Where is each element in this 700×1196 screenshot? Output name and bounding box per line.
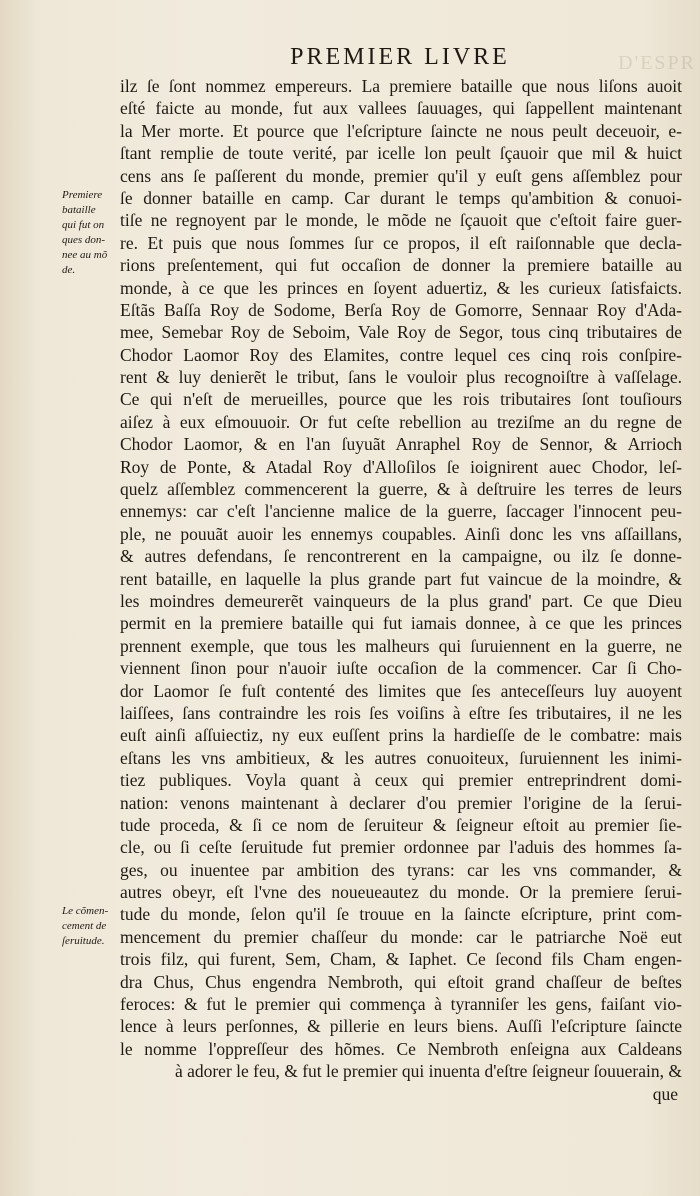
text-line: la Mer morte. Et pource que l'eſcripture ſaincte ne nous peult deceuoir, e- [120,120,682,141]
catchword: que [652,1084,678,1104]
text-line: Ce qui n'eſt de merueilles, pource que les rois tributaires ſont touſiours [120,389,682,410]
text-line: dor Laomor ſe fuſt contenté des limites que ſes anteceſſeurs luy auoyent [120,680,682,701]
text-line: tude du monde, ſelon qu'il ſe trouue en la ſaincte eſcripture, print com- [120,904,682,925]
text-line: mencement du premier chaſſeur du monde: car le patriarche Noë eut [120,926,682,947]
margin-note-line: Le cõmen- [62,905,109,917]
text-line: trois filz, qui furent, Sem, Cham, & Iaphet. Ce ſecond fils Cham engen- [120,949,682,970]
text-line: Eſtãs Baſſa Roy de Sodome, Berſa Roy de Gomorre, Sennaar Roy d'Ada- [120,299,682,320]
text-line: à adorer le feu, & fut le premier qui inuenta d'eſtre ſeigneur ſouuerain, & [174,1061,682,1082]
text-line: Chodor Laomor Roy des Elamites, contre lequel ces cinq rois conſpire- [120,344,682,365]
text-line: tiez publiques. Voyla quant à ceux qui premier entreprindrent domi- [120,770,682,791]
text-line: nation: venons maintenant à declarer d'ou premier l'origine de la ſerui- [120,792,682,813]
text-line: ple, ne pouuãt auoir les ennemys coupables. Ainſi donc les vns aſſaillans, [120,523,682,544]
margin-note-premiere-bataille [62,188,122,278]
text-line: aiſez à eux eſmouuoir. Or fut ceſte rebellion au treziſme an du regne de [120,411,682,432]
text-line: le nomme l'oppreſſeur des hõmes. Ce Nembroth enſeigna aux Caldeans [120,1038,682,1059]
text-line: lence à leurs perſonnes, & pillerie en leurs biens. Auſſi l'eſcripture ſaincte [120,1016,682,1037]
text-line: tiſe ne regnoyent par le monde, le mõde ne ſçauoit que c'eſtoit faire guer- [120,210,682,231]
bleed-through-text: D'ESPR [618,52,696,74]
margin-note-line: bataille [62,204,96,216]
margin-note-line: qui fut on [62,219,105,231]
margin-note-servitude [62,904,122,949]
text-line: quelz aſſemblez commencerent la guerre, & à deſtruire les terres de leurs [120,479,682,500]
text-line: Chodor Laomor, & en l'an ſuyuãt Anraphel Roy de Sennor, & Arrioch [120,434,682,455]
body-text [120,75,682,1083]
text-line: ſtant remplie de toute verité, par icelle lon peult ſçauoir que mil & huict [120,143,682,164]
text-line: cle, ou ſi ceſte ſeruitude fut premier ordonnee par l'aduis des hommes ſa- [120,837,682,858]
text-line: dra Chus, Chus engendra Nembroth, qui eſtoit grand chaſſeur de beſtes [120,971,682,992]
margin-note-line: cement de [62,920,107,932]
text-line: monde, à ce que les princes en ſoyent aduertiz, & les curieux ſatisfaicts. [120,277,682,298]
text-line: laiſſees, ſans contraindre les rois ſes voiſins à eſtre ſes tributaires, il ne les [120,702,682,723]
text-line: rions preſentement, qui fut occaſion de donner la premiere bataille au [120,255,682,276]
margin-note-line: ques don- [62,234,106,246]
text-line: viennent ſinon pour n'auoir iuſte occaſion de la commencer. Car ſi Cho- [120,658,682,679]
text-line: rent & luy denierẽt le tribut, ſans le vouloir plus recognoiſtre à vaſſelage. [120,367,682,388]
text-line: ges, ou inuentee par ambition des tyrans: car les vns commander, & [120,859,682,880]
text-line: cens ans ſe paſſerent du monde, premier qu'il y euſt gens aſſemblez pour [120,165,682,186]
text-line: rent bataille, en laquelle la plus grande part fut vaincue de la moindre, & [120,568,682,589]
text-line: eſtans les vns ambitieux, & les autres conuoiteux, ſuruiennent les inimi- [120,747,682,768]
text-line: ennemys: car c'eſt l'ancienne malice de la guerre, ſaccager l'innocent peu- [120,501,682,522]
text-line: feroces: & fut le premier qui commença à tyranniſer les gens, faiſant vio- [120,994,682,1015]
margin-note-line: de. [62,264,76,276]
running-head: PREMIER LIVRE [290,44,510,70]
text-line: & autres defendans, ſe rencontrerent en la campaigne, ou ilz ſe donne- [120,546,682,567]
text-line: prennent exemple, que tous les malheurs qui ſuruiennent en la guerre, ne [120,635,682,656]
text-line: permit en la premiere bataille qui fut iamais donnee, à ce que les princes [120,613,682,634]
text-line: ſe donner bataille en camp. Car durant le temps qu'ambition & conuoi- [120,187,682,208]
margin-note-line: nee au mõ [62,249,108,261]
margin-note-line: Premiere [62,189,103,201]
text-line: mee, Semebar Roy de Seboim, Vale Roy de Segor, tous cinq tributaires de [120,322,682,343]
text-line: autres obeyr, eſt l'vne des noueueautez du monde. Or la premiere ſerui- [120,882,682,903]
text-line: ilz ſe ſont nommez empereurs. La premiere bataille que nous liſons auoit [120,76,682,96]
text-line: euſt ainſi aſſuiectiz, ny eux euſſent prins la hardieſſe de le combatre: mais [120,725,682,746]
text-line: eſté faicte au monde, fut aux vallees ſauuages, qui ſappellent maintenant [120,98,682,119]
text-line: les moindres demeurerẽt vainqueurs de la plus grand' part. Ce que Dieu [120,590,682,611]
text-line: re. Et puis que nous ſommes ſur ce propos, il eſt raiſonnable que decla- [120,232,682,253]
margin-note-line: ſeruitude. [62,935,105,947]
text-line: Roy de Ponte, & Atadal Roy d'Alloſilos ſe ioignirent auec Chodor, leſ- [120,456,682,477]
text-line: tude proceda, & ſi ce nom de ſeruiteur & ſeigneur eſtoit au premier ſie- [120,814,682,835]
